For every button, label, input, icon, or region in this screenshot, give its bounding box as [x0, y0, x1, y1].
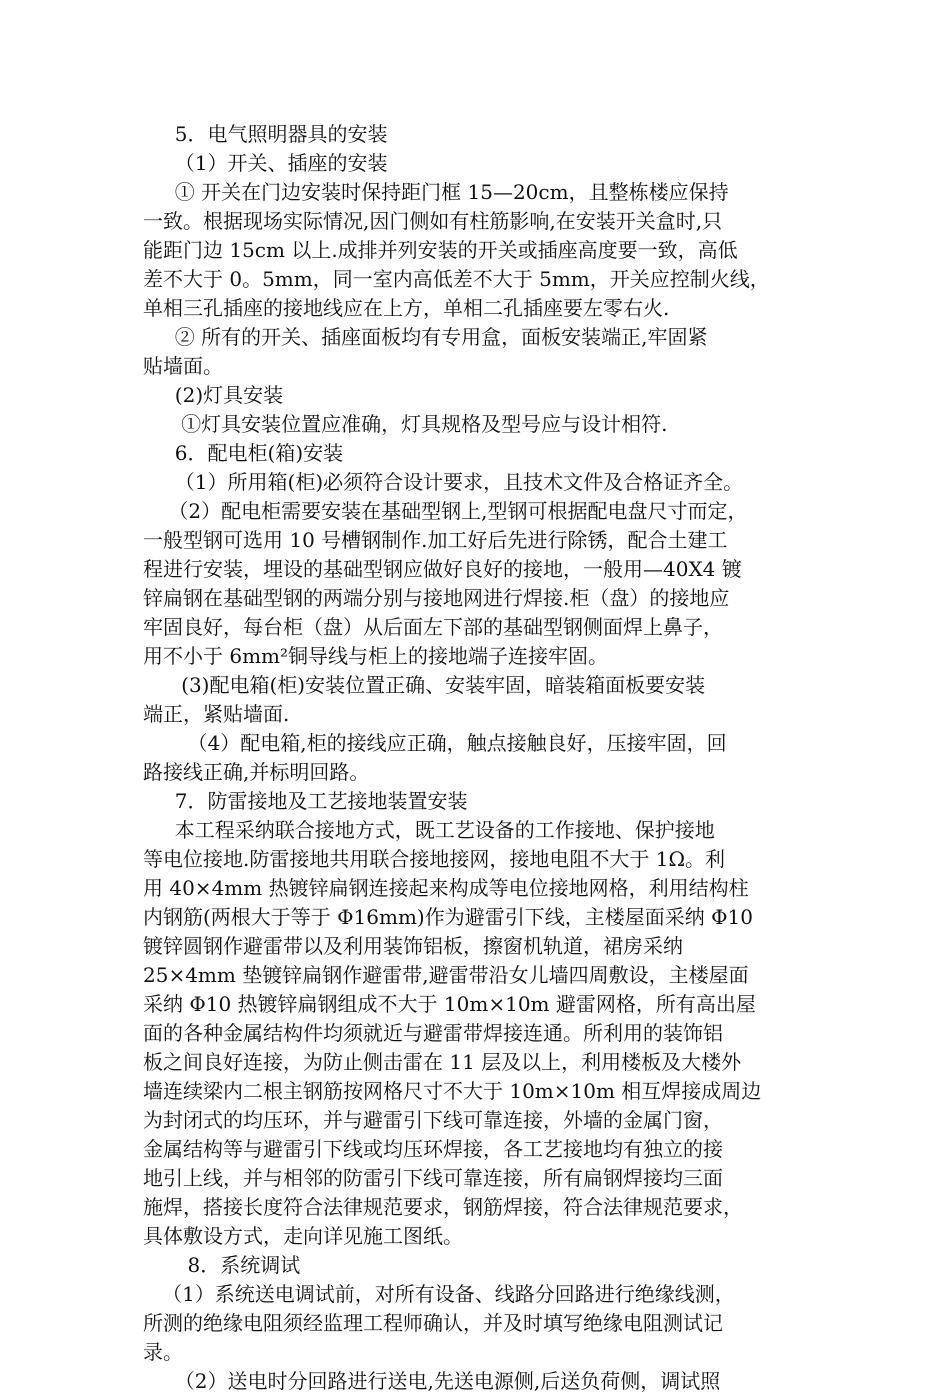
paragraph-line: 贴墙面。 [143, 354, 223, 378]
paragraph-line: 墙连续梁内二根主钢筋按网格尺寸不大于 10m×10m 相互焊接成周边 [143, 1079, 762, 1103]
paragraph-line: 路接线正确,并标明回路。 [143, 760, 370, 784]
paragraph-line: 牢固良好，每台柜（盘）从后面左下部的基础型钢侧面焊上鼻子， [143, 615, 723, 639]
paragraph-line: 采纳 Φ10 热镀锌扁钢组成不大于 10m×10m 避雷网格，所有高出屋 [143, 992, 756, 1016]
heading-lightning-grounding: 7．防雷接地及工艺接地装置安装 [143, 789, 468, 813]
paragraph-line: （2）配电柜需要安装在基础型钢上,型钢可根据配电盘尺寸而定， [143, 499, 748, 523]
paragraph-line: 25×4mm 垫镀锌扁钢作避雷带,避雷带沿女儿墙四周敷设，主楼屋面 [143, 963, 749, 987]
paragraph-line: 单相三孔插座的接地线应在上方，单相二孔插座要左零右火. [143, 296, 670, 320]
paragraph-line: 镀锌圆钢作避雷带以及利用装饰铝板，擦窗机轨道，裙房采纳 [143, 934, 683, 958]
paragraph-line: （1）所用箱(柜)必须符合设计要求，且技术文件及合格证齐全。 [143, 470, 744, 494]
heading-system-commissioning: 8．系统调试 [143, 1253, 301, 1277]
subheading-lamp-installation: (2)灯具安装 [143, 383, 284, 407]
paragraph-line: 端正，紧贴墙面. [143, 702, 290, 726]
paragraph-line: 面的各种金属结构件均须就近与避雷带焊接连通。所利用的装饰铝 [143, 1021, 723, 1045]
heading-lighting-installation: 5．电气照明器具的安装 [143, 122, 388, 146]
paragraph-line: 内钢筋(两根大于等于 Φ16mm)作为避雷引下线，主楼屋面采纳 Φ10 [143, 905, 753, 929]
paragraph-line: ①灯具安装位置应准确，灯具规格及型号应与设计相符. [143, 412, 668, 436]
paragraph-line: 本工程采纳联合接地方式，既工艺设备的工作接地、保护接地 [143, 818, 715, 842]
paragraph-line: 录。 [143, 1340, 183, 1364]
paragraph-line: （2）送电时分回路进行送电,先送电源侧,后送负荷侧，调试照 [143, 1369, 721, 1393]
paragraph-line: 等电位接地.防雷接地共用联合接地接网，接地电阻不大于 1Ω。利 [143, 847, 726, 871]
paragraph-line: ① 开关在门边安装时保持距门框 15—20cm，且整栋楼应保持 [143, 180, 729, 204]
paragraph-line: ② 所有的开关、插座面板均有专用盒，面板安装端正,牢固紧 [143, 325, 708, 349]
paragraph-line: 用不小于 6mm²铜导线与柜上的接地端子连接牢固。 [143, 644, 609, 668]
paragraph-line: (3)配电箱(柜)安装位置正确、安装牢固，暗装箱面板要安装 [143, 673, 706, 697]
heading-distribution-cabinet: 6．配电柜(箱)安装 [143, 441, 344, 465]
paragraph-line: 地引上线，并与相邻的防雷引下线可靠连接，所有扁钢焊接均三面 [143, 1166, 723, 1190]
paragraph-line: 金属结构等与避雷引下线或均压环焊接，各工艺接地均有独立的接 [143, 1137, 723, 1161]
paragraph-line: 施焊，搭接长度符合法律规范要求，钢筋焊接，符合法律规范要求， [143, 1195, 743, 1219]
paragraph-line: （4）配电箱,柜的接线应正确，触点接触良好，压接牢固，回 [143, 731, 727, 755]
paragraph-line: 用 40×4mm 热镀锌扁钢连接起来构成等电位接地网格，利用结构柱 [143, 876, 749, 900]
paragraph-line: 差不大于 0。5mm，同一室内高低差不大于 5mm，开关应控制火线， [143, 267, 770, 291]
paragraph-line: 为封闭式的均压环，并与避雷引下线可靠连接，外墙的金属门窗， [143, 1108, 723, 1132]
paragraph-line: 具体敷设方式，走向详见施工图纸。 [143, 1224, 463, 1248]
paragraph-line: 所测的绝缘电阻须经监理工程师确认，并及时填写绝缘电阻测试记 [143, 1311, 723, 1335]
paragraph-line: 板之间良好连接，为防止侧击雷在 11 层及以上，利用楼板及大楼外 [143, 1050, 742, 1074]
paragraph-line: 一致。根据现场实际情况,因门侧如有柱筋影响,在安装开关盒时,只 [143, 209, 723, 233]
paragraph-line: 程进行安装，埋设的基础型钢应做好良好的接地，一般用—40X4 镀 [143, 557, 742, 581]
paragraph-line: 能距门边 15cm 以上.成排并列安装的开关或插座高度要一致，高低 [143, 238, 738, 262]
paragraph-line: 一般型钢可选用 10 号槽钢制作.加工好后先进行除锈，配合土建工 [143, 528, 728, 552]
subheading-switch-socket: （1）开关、插座的安装 [143, 151, 388, 175]
paragraph-line: （1）系统送电调试前，对所有设备、线路分回路进行绝缘线测， [143, 1282, 735, 1306]
document-body [143, 120, 821, 1396]
paragraph-line: 锌扁钢在基础型钢的两端分别与接地网进行焊接.柜（盘）的接地应 [143, 586, 730, 610]
